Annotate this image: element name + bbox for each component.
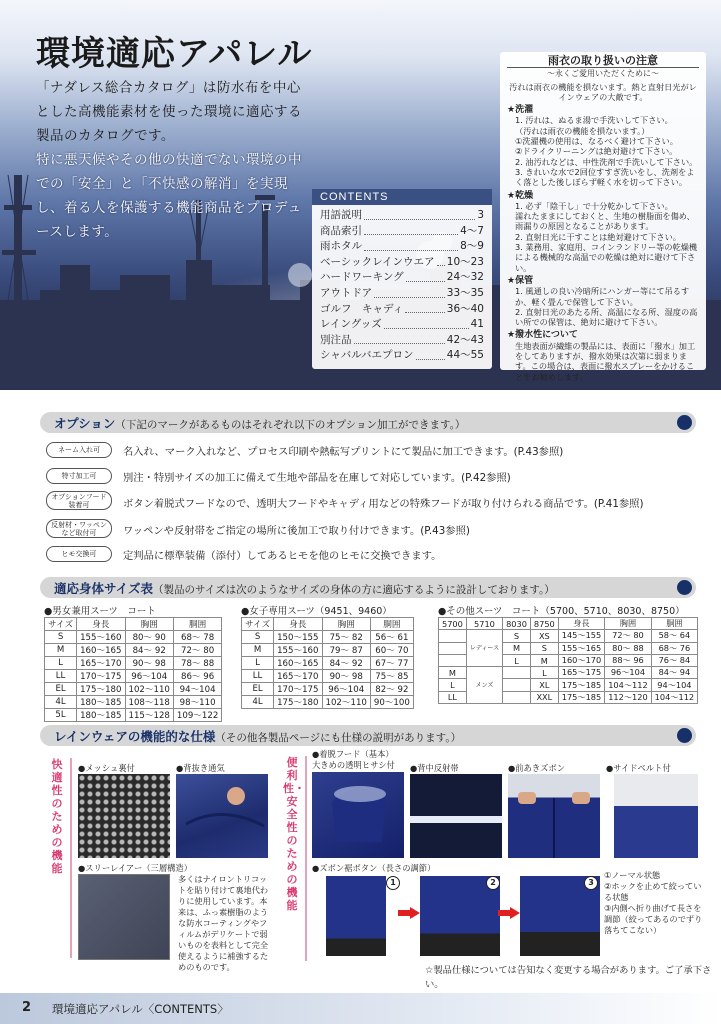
option-badge-hood: オプションフード 装着可 <box>46 491 112 510</box>
size-table-1-title: ●男女兼用スーツ コート <box>44 606 156 617</box>
contents-item: ベーシックレインウエア 10〜23 <box>320 255 484 268</box>
three-layer-label: ●スリーレイアー（三層構造） <box>78 863 193 873</box>
options-title: オプション <box>54 416 116 431</box>
care-intro: 汚れは雨衣の機能を損ないます。熱と直射日光がレインウェアの大敵です。 <box>509 81 697 102</box>
front-open-label: ●前あきズボン <box>508 763 566 773</box>
care-keep-line: 1. 風通しの良い冷暗所にハンガー等にて吊るすか、軽く畳んで保管して下さい。 <box>515 286 690 307</box>
sizes-subtitle: （製品のサイズは次のようなサイズの身体の方に適応するように設計しております。） <box>153 584 555 596</box>
bullet-dot-icon <box>677 415 692 430</box>
bullet-dot-icon <box>677 728 692 743</box>
hem-notes <box>604 870 704 936</box>
care-dry-line: 3. 業務用、家庭用、コインランドリー等の乾燥機による機械的な高温での乾燥は絶対に避けて下さい。 <box>515 242 698 273</box>
care-dry-heading: ★乾燥 <box>507 190 534 201</box>
safety-features-label: 便利性・安全性のための機能 <box>283 756 305 912</box>
option-badge-name: ネーム入れ可 <box>46 442 112 458</box>
contents-item: 用語説明 3 <box>320 209 484 221</box>
contents-item: 商品索引 4〜7 <box>320 224 484 237</box>
spec-change-note: ☆製品仕様については告知なく変更する場合があります。ご了承下さい。 <box>425 965 712 990</box>
arrow-right-icon <box>498 907 520 919</box>
vent-label: ●背抜き通気 <box>176 763 225 773</box>
reflector-photo <box>410 774 502 858</box>
intro-text <box>36 76 306 244</box>
hood-photo <box>312 772 404 858</box>
reflector-label: ●背中反射帯 <box>410 763 459 773</box>
option-text-cord: 定判品に標準装備（添付）してあるヒモを他のヒモに交換できます。 <box>123 550 442 562</box>
hem-note-2: ②ホックを止めて絞っている状態 <box>604 881 702 902</box>
care-wash-line: ①洗濯機の使用は、なるべく避けて下さい。 <box>515 136 678 147</box>
care-title: 雨衣の取り扱いの注意 <box>507 56 699 68</box>
sizes-header-bar <box>40 577 696 598</box>
size-table-unisex: サイズ 身長 胸囲 胴囲 S 155〜160 80〜 90 68〜 78 M 160〜165 84〜 92 72〜 80 L 165〜170 90〜 98 78〜 88 LL 170〜175 96〜104 86〜 96 EL 175〜180 102〜110 94〜104 4L 180〜185 108〜118 98〜110 5L 180〜185 115〜128 109〜122 <box>44 617 222 722</box>
step-number-2: 2 <box>486 876 500 890</box>
option-badge-reflector: 反射材・ワッペン など取付可 <box>46 519 112 538</box>
option-text-custom-size: 別注・特別サイズの加工に備えて生地や部品を在庫して対応しています。(P.42参照) <box>123 472 511 484</box>
intro-paragraph-2: 特に悪天候やその他の快適でない環境の中での「安全」と「不快感の解消」を実現し、着る人を保護する機能商品をプロデュースします。 <box>36 152 302 240</box>
size-table-women: サイズ 身長 胸囲 胴囲 S 150〜155 75〜 82 56〜 61 M 155〜160 79〜 87 60〜 70 L 160〜165 84〜 92 67〜 77 LL 165〜170 90〜 98 75〜 85 EL 170〜175 96〜104 82〜 92 4L 175〜180 102〜110 90〜100 <box>241 617 414 709</box>
comfort-features-label: 快適性のための機能 <box>51 758 63 875</box>
hem-step-1-photo <box>326 876 386 956</box>
contents-item: シャバルバエプロン 44〜55 <box>320 349 484 362</box>
contents-item: 雨ホタル 8〜9 <box>320 240 484 253</box>
care-dry-line: 1. 必ず「陰干し」で十分乾かして下さい。 <box>515 200 673 211</box>
rainwear-subtitle: （その他各製品ページにも仕様の説明があります。） <box>215 732 462 744</box>
step-number-1: 1 <box>386 876 400 890</box>
size-table-other: 5700 5710 8030 8750 身長 胸囲 胴囲 レディース S XS 145〜155 72〜 80 58〜 64 M S 155〜165 80〜 88 68〜 76 L M 160〜170 88〜 96 76〜 84 M メンズ L 165〜175 96〜104 84〜 94 L XL 175〜185 104〜112 94〜104 LL XXL 175〜185 112〜120 104〜112 <box>438 617 698 704</box>
contents-item: 別注品 42〜43 <box>320 333 484 346</box>
back-vent-photo <box>176 774 268 858</box>
care-keep-line: 2. 直射日光のあたる所、高温になる所、湿度の高い所での保管は、絶対に避けて下さい。 <box>515 306 698 328</box>
footer-title: 環境適応アパレル〈CONTENTS〉 <box>52 1002 229 1016</box>
contents-item: アウトドア 33〜35 <box>320 286 484 299</box>
intro-paragraph-1: 「ナダレス総合カタログ」は防水布を中心とした高機能素材を使った環境に適応する製品のカタログです。 <box>36 80 302 144</box>
care-instructions-box <box>500 52 706 382</box>
three-layer-description: 多くはナイロントリコットを貼り付けて裏地代わりに使用しています。本来は、ふっ素樹脂のような防水コーティングやフィルムがデリケートで弱いものを表料として完全使えるように補強するためのものです。 <box>178 874 269 972</box>
care-subtitle: 〜永くご愛用いただくために〜 <box>547 69 659 79</box>
mesh-lining-photo <box>78 774 170 858</box>
option-text-hood: ボタン着脱式フードなので、透明大フードやキャディ用などの特殊フードが取り付けられる商品です。(P.41参照) <box>123 498 644 510</box>
mens-label: メンズ <box>466 667 502 704</box>
care-dry-line: 濡れたままにしておくと、生地の樹脂面を傷め、雨漏りの原因となることがあります。 <box>515 211 695 232</box>
options-subtitle: （下記のマークがあるものはそれぞれ以下のオプション加工ができます。） <box>115 419 466 431</box>
care-repel-line: 生地表面が繊維の製品には、表面に「撥水」加工をしてありますが、撥水効果は次第に弱まります。この場合は、表面に撥水スプレーをかけることをお勧めします。 <box>515 340 696 382</box>
hood-label: ●着脱フード（基本） <box>312 749 394 759</box>
contents-item: ゴルフ キャディ 36〜40 <box>320 302 484 315</box>
hood-sublabel: 大きめの透明ヒサシ付 <box>312 760 395 770</box>
bullet-dot-icon <box>677 580 692 595</box>
care-wash-line: 1. 汚れは、ぬるま湯で手洗いして下さい。 <box>515 115 673 126</box>
contents-list <box>312 205 492 364</box>
contents-item: ハードワーキング 24〜32 <box>320 271 484 284</box>
comfort-divider <box>70 758 72 958</box>
option-text-reflector: ワッペンや反射帯をご指定の場所に後加工で取り付けできます。(P.43参照) <box>123 525 470 537</box>
rainwear-title: レインウェアの機能的な仕様 <box>54 729 216 744</box>
ladies-label: レディース <box>466 630 502 667</box>
mesh-label: ●メッシュ裏付 <box>78 763 135 773</box>
size-table-2-title: ●女子専用スーツ（9451、9460） <box>241 606 392 617</box>
option-badge-cord: ヒモ交換可 <box>46 546 112 562</box>
side-belt-label: ●サイドベルト付 <box>606 763 671 773</box>
page-title: 環境適応アパレル <box>36 34 313 74</box>
front-open-photo <box>508 774 600 858</box>
contents-heading: CONTENTS <box>312 189 492 205</box>
care-wash-line: 3. きれいな水で2回位すすぎ洗いをし、洗剤をよく落とした後しぼらず軽く水を切って下さい。 <box>515 166 695 188</box>
options-header-bar <box>40 412 696 433</box>
care-dry-line: 2. 直射日光に干すことは絶対避けて下さい。 <box>515 231 681 242</box>
contents-item: レイングッズ 41 <box>320 318 484 331</box>
hem-note-3: ③内側へ折り曲げて長さを調節（絞ってあるのでずり落ちてこない） <box>604 903 703 935</box>
step-number-3: 3 <box>584 876 598 890</box>
rainwear-header-bar <box>40 725 696 746</box>
page-number: 2 <box>22 1000 32 1015</box>
side-belt-photo <box>614 774 698 858</box>
page-footer <box>0 993 721 1024</box>
safety-divider <box>305 756 307 961</box>
care-wash-line: 2. 油汚れなどは、中性洗剤で手洗いして下さい。 <box>515 156 698 167</box>
hem-note-1: ①ノーマル状態 <box>604 870 661 880</box>
option-text-name: 名入れ、マーク入れなど、プロセス印刷や熱転写プリントにて製品に加工できます。(P.43参照) <box>123 446 564 458</box>
hero-section <box>0 0 721 390</box>
care-wash-line: （汚れは雨衣の機能を損ないます。） <box>515 125 650 136</box>
arrow-right-icon <box>398 907 420 919</box>
care-wash-line: ②ドライクリーニングは絶対避けて下さい。 <box>515 146 678 157</box>
care-keep-heading: ★保管 <box>507 275 534 286</box>
three-layer-photo <box>78 874 170 960</box>
care-repel-heading: ★撥水性について <box>507 330 578 341</box>
hem-button-label: ●ズボン裾ボタン（長さの調節） <box>312 863 436 873</box>
care-wash-heading: ★洗濯 <box>507 105 534 116</box>
size-table-3-title: ●その他スーツ コート（5700、5710、8030、8750） <box>438 606 685 617</box>
option-badge-custom-size: 特寸加工可 <box>46 468 112 484</box>
sizes-title: 適応身体サイズ表 <box>54 581 154 596</box>
contents-box <box>312 189 492 369</box>
